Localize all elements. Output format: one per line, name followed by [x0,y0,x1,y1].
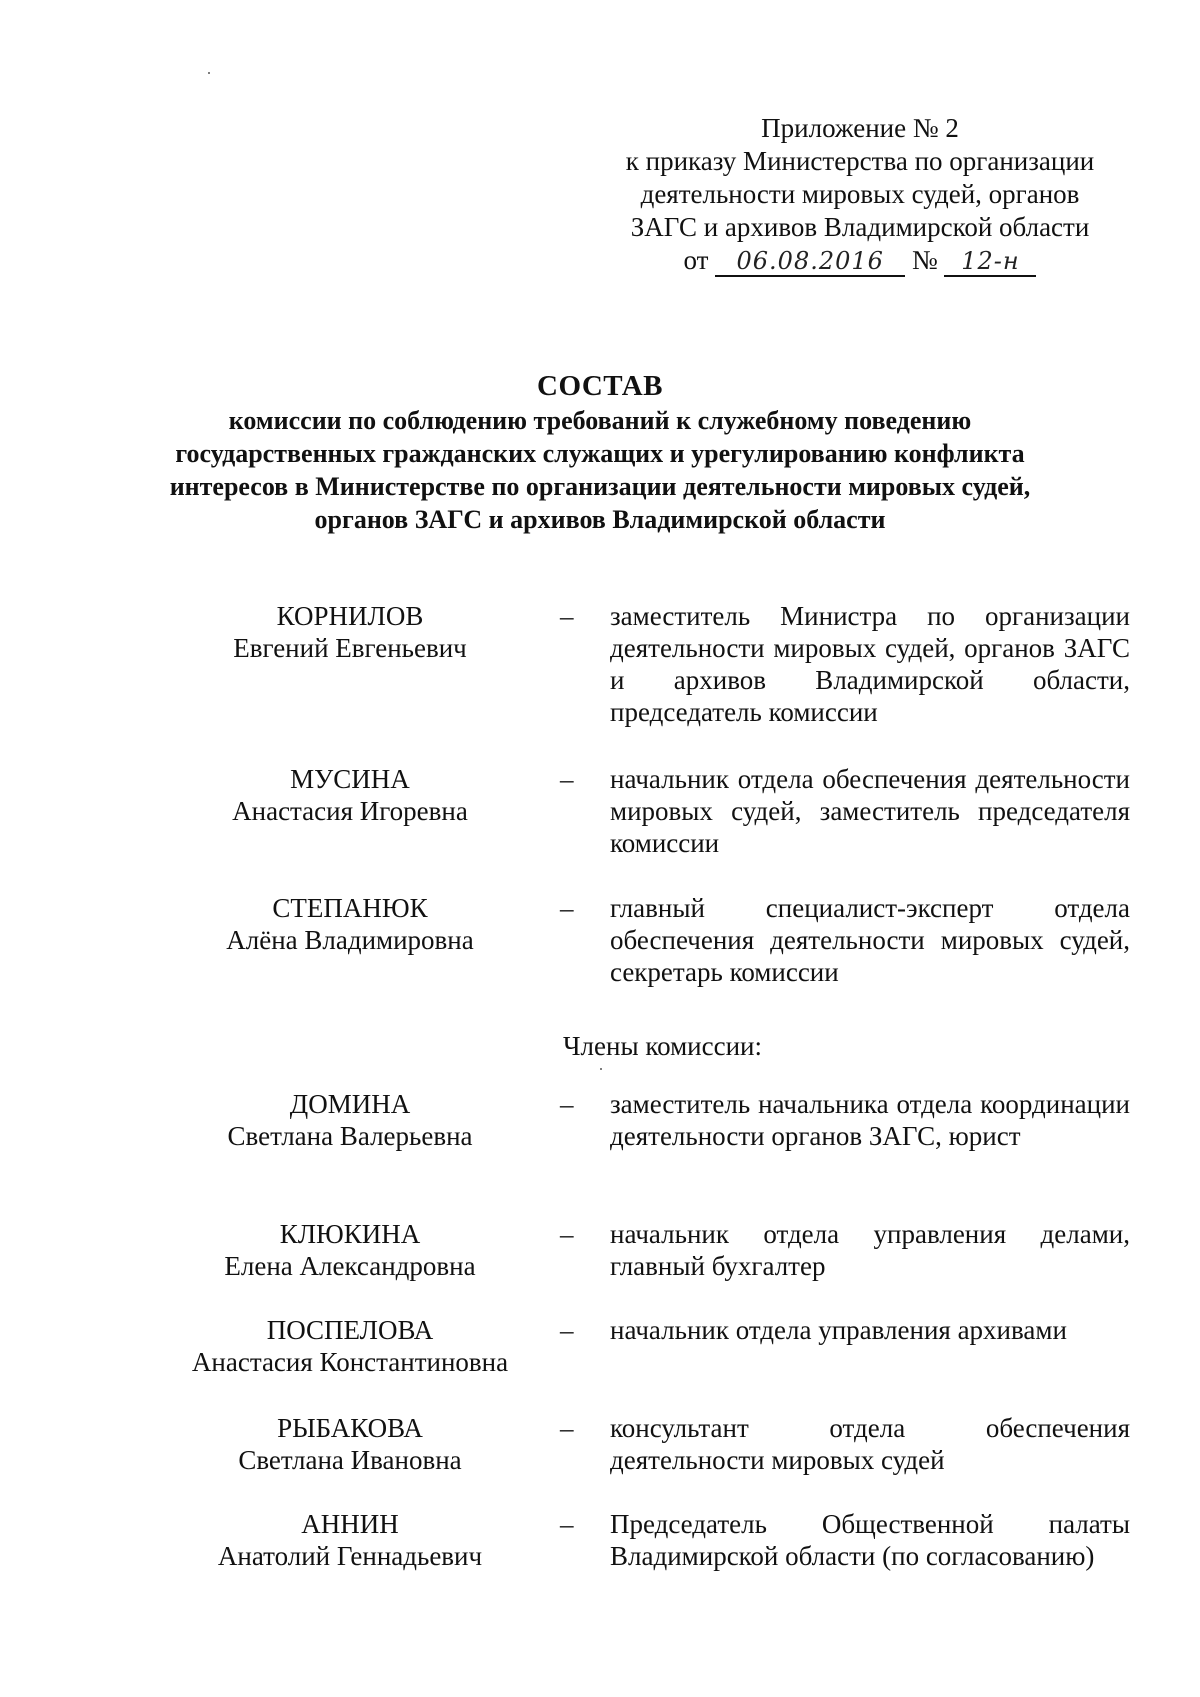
member-name [170,1412,530,1476]
member-surname: СТЕПАНЮК [272,893,428,923]
document-subtitle [150,404,1050,536]
member-given-names: Анастасия Константиновна [191,1347,509,1377]
order-date-handwritten: 06.08.2016 [715,247,905,277]
dash-separator: – [560,1219,574,1249]
subtitle-line: комиссии по соблюдению требований к служебному поведению [228,406,972,435]
order-number-handwritten: 12-н [944,247,1036,277]
appendix-line: к приказу Министерства по организации [625,146,1095,176]
appendix-title: Приложение № 2 [761,113,959,143]
from-label: от [683,245,709,275]
member-name [170,1508,530,1572]
subtitle-line: органов ЗАГС и архивов Владимирской области [314,505,886,534]
member-surname: КОРНИЛОВ [276,601,424,631]
member-name [170,1088,530,1152]
member-surname: РЫБАКОВА [277,1413,423,1443]
member-name [170,1314,530,1378]
member-role: главный специалист-эксперт отдела обеспечения деятельности мировых судей, секретарь комиссии [610,893,1130,987]
document-title-block [150,368,1050,536]
member-name [170,892,530,956]
member-given-names: Евгений Евгеньевич [233,633,467,663]
member-surname: МУСИНА [290,764,410,794]
subtitle-line: интересов в Министерстве по организации деятельности мировых судей, [169,472,1031,501]
dash-separator: – [560,1413,574,1443]
appendix-line: деятельности мировых судей, органов [640,179,1080,209]
subtitle-line: государственных гражданских служащих и урегулированию конфликта [175,439,1025,468]
member-given-names: Анастасия Игоревна [232,796,468,826]
member-surname: АННИН [301,1509,399,1539]
member-role: Председатель Общественной палаты Владимирской области (по согласованию) [610,1509,1130,1571]
member-name [170,1218,530,1282]
dash-separator: – [560,764,574,794]
member-given-names: Светлана Валерьевна [227,1121,473,1151]
member-given-names: Елена Александровна [224,1251,476,1281]
members-heading: Члены комиссии: [563,1031,762,1061]
member-given-names: Алёна Владимировна [226,925,474,955]
member-role: начальник отдела управления архивами [610,1315,1067,1345]
dash-separator: – [560,1089,574,1119]
member-role: консультант отдела обеспечения деятельности мировых судей [610,1413,1130,1475]
appendix-block [600,112,1120,277]
member-given-names: Светлана Ивановна [238,1445,462,1475]
dash-separator: – [560,1315,574,1345]
dash-separator: – [560,1509,574,1539]
member-given-names: Анатолий Геннадьевич [217,1541,483,1571]
member-surname: ПОСПЕЛОВА [266,1315,434,1345]
member-surname: КЛЮКИНА [279,1219,421,1249]
member-role: заместитель Министра по организации деятельности мировых судей, органов ЗАГС и архивов Владимирской области, председатель комиссии [610,601,1130,727]
member-role: начальник отдела обеспечения деятельности мировых судей, заместитель председателя комиссии [610,764,1130,858]
member-surname: ДОМИНА [289,1089,411,1119]
dash-separator: – [560,893,574,923]
dash-separator: – [560,601,574,631]
appendix-line: ЗАГС и архивов Владимирской области [630,212,1090,242]
document-title: СОСТАВ [537,370,663,402]
member-role: начальник отдела управления делами, главный бухгалтер [610,1219,1130,1281]
scan-speck [208,72,210,74]
member-role: заместитель начальника отдела координации деятельности органов ЗАГС, юрист [610,1089,1130,1151]
member-name [170,763,530,827]
order-date-line [600,244,1120,277]
scan-speck [600,1068,602,1070]
number-label: № [911,245,938,275]
member-name [170,600,530,664]
